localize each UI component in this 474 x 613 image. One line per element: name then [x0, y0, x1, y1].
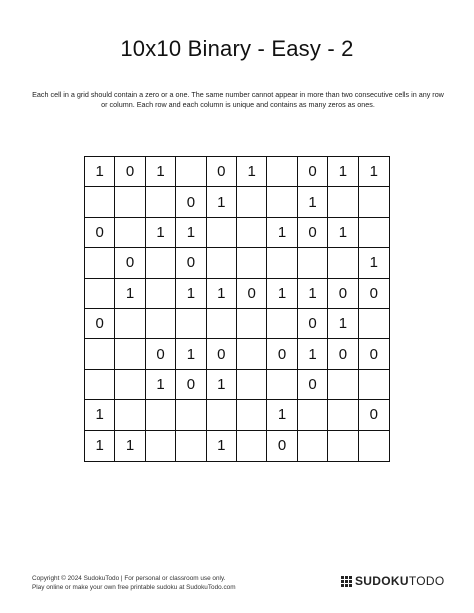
grid-cell-r6-c8[interactable]: 0	[298, 309, 328, 339]
grid-cell-r9-c5[interactable]	[207, 400, 237, 430]
grid-cell-r5-c10[interactable]: 0	[359, 279, 389, 309]
grid-cell-r10-c8[interactable]	[298, 431, 328, 461]
grid-cell-r7-c4[interactable]: 1	[176, 339, 206, 369]
grid-cell-r5-c9[interactable]: 0	[328, 279, 358, 309]
page-title: 10x10 Binary - Easy - 2	[120, 36, 354, 61]
grid-cell-r7-c1[interactable]	[85, 339, 115, 369]
grid-cell-r6-c1[interactable]: 0	[85, 309, 115, 339]
grid-cell-r2-c2[interactable]	[115, 187, 145, 217]
grid-cell-r9-c9[interactable]	[328, 400, 358, 430]
grid-cell-r1-c7[interactable]	[267, 157, 297, 187]
grid-cell-r9-c6[interactable]	[237, 400, 267, 430]
grid-icon	[341, 576, 352, 587]
grid-cell-r6-c7[interactable]	[267, 309, 297, 339]
grid-cell-r10-c5[interactable]: 1	[207, 431, 237, 461]
grid-cell-r10-c6[interactable]	[237, 431, 267, 461]
logo-text-light: TODO	[408, 574, 445, 588]
grid-cell-r4-c2[interactable]: 0	[115, 248, 145, 278]
grid-cell-r7-c2[interactable]	[115, 339, 145, 369]
grid-cell-r3-c1[interactable]: 0	[85, 218, 115, 248]
grid-cell-r9-c10[interactable]: 0	[359, 400, 389, 430]
grid-cell-r5-c6[interactable]: 0	[237, 279, 267, 309]
grid-cell-r10-c9[interactable]	[328, 431, 358, 461]
grid-cell-r8-c6[interactable]	[237, 370, 267, 400]
grid-cell-r10-c7[interactable]: 0	[267, 431, 297, 461]
grid-cell-r2-c1[interactable]	[85, 187, 115, 217]
grid-cell-r4-c6[interactable]	[237, 248, 267, 278]
grid-cell-r3-c2[interactable]	[115, 218, 145, 248]
grid-cell-r1-c9[interactable]: 1	[328, 157, 358, 187]
grid-cell-r4-c1[interactable]	[85, 248, 115, 278]
grid-cell-r3-c9[interactable]: 1	[328, 218, 358, 248]
grid-cell-r8-c1[interactable]	[85, 370, 115, 400]
grid-cell-r3-c7[interactable]: 1	[267, 218, 297, 248]
grid-cell-r3-c3[interactable]: 1	[146, 218, 176, 248]
grid-cell-r10-c1[interactable]: 1	[85, 431, 115, 461]
copyright-line: Copyright © 2024 SudokuTodo | For personal or classroom use only.	[32, 575, 226, 582]
grid-cell-r2-c8[interactable]: 1	[298, 187, 328, 217]
logo-text-bold: SUDOKU	[355, 574, 409, 588]
grid-cell-r7-c3[interactable]: 0	[146, 339, 176, 369]
grid-cell-r1-c5[interactable]: 0	[207, 157, 237, 187]
grid-cell-r10-c3[interactable]	[146, 431, 176, 461]
grid-cell-r4-c3[interactable]	[146, 248, 176, 278]
grid-cell-r9-c8[interactable]	[298, 400, 328, 430]
play-online-line: Play online or make your own free printable sudoku at SudokuTodo.com	[32, 584, 236, 591]
grid-cell-r1-c3[interactable]: 1	[146, 157, 176, 187]
grid-cell-r5-c5[interactable]: 1	[207, 279, 237, 309]
grid-cell-r1-c6[interactable]: 1	[237, 157, 267, 187]
grid-cell-r6-c4[interactable]	[176, 309, 206, 339]
grid-cell-r8-c9[interactable]	[328, 370, 358, 400]
grid-cell-r9-c4[interactable]	[176, 400, 206, 430]
grid-cell-r5-c8[interactable]: 1	[298, 279, 328, 309]
grid-cell-r2-c6[interactable]	[237, 187, 267, 217]
grid-cell-r3-c8[interactable]: 0	[298, 218, 328, 248]
grid-cell-r6-c3[interactable]	[146, 309, 176, 339]
grid-cell-r6-c2[interactable]	[115, 309, 145, 339]
grid-cell-r1-c10[interactable]: 1	[359, 157, 389, 187]
logo-text	[355, 574, 444, 588]
grid-cell-r7-c10[interactable]: 0	[359, 339, 389, 369]
grid-cell-r6-c6[interactable]	[237, 309, 267, 339]
grid-cell-r4-c8[interactable]	[298, 248, 328, 278]
grid-cell-r7-c9[interactable]: 0	[328, 339, 358, 369]
grid-cell-r3-c5[interactable]	[207, 218, 237, 248]
grid-cell-r8-c5[interactable]: 1	[207, 370, 237, 400]
grid-cell-r10-c2[interactable]: 1	[115, 431, 145, 461]
grid-cell-r1-c2[interactable]: 0	[115, 157, 145, 187]
grid-cell-r4-c7[interactable]	[267, 248, 297, 278]
grid-cell-r5-c3[interactable]	[146, 279, 176, 309]
grid-cell-r9-c1[interactable]: 1	[85, 400, 115, 430]
sudokutodo-logo	[341, 573, 444, 589]
grid-cell-r10-c10[interactable]	[359, 431, 389, 461]
grid-cell-r6-c9[interactable]: 1	[328, 309, 358, 339]
grid-cell-r9-c2[interactable]	[115, 400, 145, 430]
grid-cell-r2-c9[interactable]	[328, 187, 358, 217]
grid-cell-r2-c7[interactable]	[267, 187, 297, 217]
grid-cell-r1-c1[interactable]: 1	[85, 157, 115, 187]
instructions-text: Each cell in a grid should contain a zero or a one. The same number cannot appear in more than two consecutive cells in any row or column. Each row and each column is unique and contains as many zeros as ones.	[32, 90, 444, 109]
grid-cell-r8-c2[interactable]	[115, 370, 145, 400]
grid-cell-r3-c6[interactable]	[237, 218, 267, 248]
grid-cell-r4-c5[interactable]	[207, 248, 237, 278]
grid-cell-r2-c4[interactable]: 0	[176, 187, 206, 217]
grid-cell-r2-c3[interactable]	[146, 187, 176, 217]
grid-cell-r2-c10[interactable]	[359, 187, 389, 217]
grid-cell-r8-c10[interactable]	[359, 370, 389, 400]
grid-cell-r1-c8[interactable]: 0	[298, 157, 328, 187]
grid-cell-r7-c6[interactable]	[237, 339, 267, 369]
grid-cell-r5-c7[interactable]: 1	[267, 279, 297, 309]
grid-cell-r9-c3[interactable]	[146, 400, 176, 430]
grid-cell-r3-c10[interactable]	[359, 218, 389, 248]
footer-text	[32, 574, 236, 592]
grid-cell-r5-c2[interactable]: 1	[115, 279, 145, 309]
grid-cell-r5-c4[interactable]: 1	[176, 279, 206, 309]
grid-cell-r5-c1[interactable]	[85, 279, 115, 309]
grid-cell-r9-c7[interactable]: 1	[267, 400, 297, 430]
grid-cell-r7-c5[interactable]: 0	[207, 339, 237, 369]
grid-cell-r7-c8[interactable]: 1	[298, 339, 328, 369]
grid-cell-r8-c8[interactable]: 0	[298, 370, 328, 400]
grid-cell-r8-c7[interactable]	[267, 370, 297, 400]
grid-cell-r3-c4[interactable]: 1	[176, 218, 206, 248]
grid-cell-r8-c4[interactable]: 0	[176, 370, 206, 400]
grid-cell-r2-c5[interactable]: 1	[207, 187, 237, 217]
grid-cell-r7-c7[interactable]: 0	[267, 339, 297, 369]
grid-cell-r6-c5[interactable]	[207, 309, 237, 339]
grid-cell-r4-c4[interactable]: 0	[176, 248, 206, 278]
binary-puzzle-grid	[84, 156, 390, 462]
grid-cell-r8-c3[interactable]: 1	[146, 370, 176, 400]
grid-cell-r6-c10[interactable]	[359, 309, 389, 339]
grid-cell-r1-c4[interactable]	[176, 157, 206, 187]
grid-cell-r10-c4[interactable]	[176, 431, 206, 461]
grid-cell-r4-c9[interactable]	[328, 248, 358, 278]
grid-cell-r4-c10[interactable]: 1	[359, 248, 389, 278]
